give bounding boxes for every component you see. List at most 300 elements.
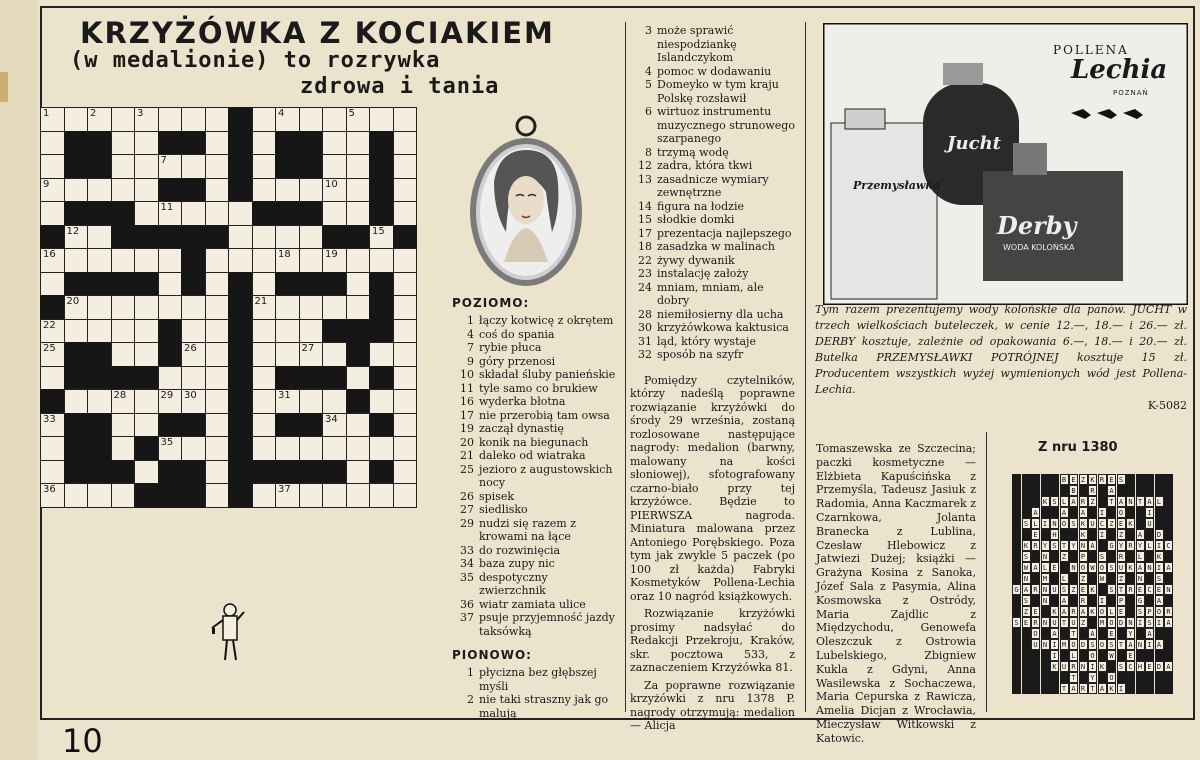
crossword-cell[interactable]	[158, 248, 183, 273]
crossword-cell[interactable]	[158, 272, 183, 297]
crossword-cell[interactable]	[158, 366, 183, 391]
solution-letter-cell: S	[1050, 496, 1059, 507]
black-cell	[87, 154, 112, 179]
crossword-cell[interactable]	[322, 413, 347, 438]
crossword-cell[interactable]	[181, 154, 206, 179]
crossword-cell[interactable]	[299, 342, 324, 367]
brand-city: POZNAŃ	[1113, 89, 1149, 97]
crossword-cell[interactable]	[158, 107, 183, 132]
solution-letter-cell: S	[1107, 639, 1116, 650]
crossword-cell[interactable]	[346, 178, 371, 203]
crossword-cell[interactable]	[346, 483, 371, 508]
crossword-cell[interactable]	[322, 201, 347, 226]
solution-letter-cell: N	[1126, 496, 1135, 507]
crossword-cell[interactable]	[275, 248, 300, 273]
black-cell	[111, 225, 136, 250]
solution-black-cell	[1164, 551, 1173, 562]
cell-number: 27	[301, 343, 315, 354]
crossword-cell[interactable]	[181, 295, 206, 320]
solution-black-cell	[1145, 672, 1154, 683]
crossword-cell[interactable]	[322, 154, 347, 179]
solution-black-cell	[1098, 496, 1107, 507]
pionowo-clue	[630, 281, 795, 308]
crossword-cell[interactable]	[252, 483, 277, 508]
crossword-cell[interactable]	[322, 131, 347, 156]
crossword-cell[interactable]	[252, 366, 277, 391]
crossword-cell[interactable]	[64, 483, 89, 508]
clue-number: 1	[467, 314, 474, 327]
crossword-cell[interactable]	[134, 178, 159, 203]
crossword-cell[interactable]	[205, 413, 230, 438]
crossword-cell[interactable]	[393, 201, 418, 226]
crossword-cell[interactable]	[87, 248, 112, 273]
crossword-cell[interactable]	[158, 295, 183, 320]
crossword-cell[interactable]	[228, 248, 253, 273]
black-cell	[228, 107, 253, 132]
solution-letter-cell: N	[1022, 573, 1031, 584]
solution-black-cell	[1041, 683, 1050, 694]
poziomo-clue	[452, 341, 617, 355]
crossword-cell[interactable]	[393, 366, 418, 391]
crossword-cell[interactable]	[299, 225, 324, 250]
solution-black-cell	[1098, 584, 1107, 595]
crossword-cell[interactable]	[346, 413, 371, 438]
crossword-cell[interactable]	[205, 366, 230, 391]
crossword-cell[interactable]	[322, 483, 347, 508]
crossword-cell[interactable]	[64, 319, 89, 344]
black-cell	[393, 225, 418, 250]
solution-black-cell	[1164, 485, 1173, 496]
crossword-cell[interactable]	[40, 319, 65, 344]
crossword-cell[interactable]	[228, 201, 253, 226]
crossword-cell[interactable]	[322, 295, 347, 320]
crossword-cell[interactable]	[134, 413, 159, 438]
black-cell	[64, 131, 89, 156]
crossword-cell[interactable]	[87, 483, 112, 508]
crossword-cell[interactable]	[369, 248, 394, 273]
solution-black-cell	[1164, 628, 1173, 639]
crossword-cell[interactable]	[393, 413, 418, 438]
crossword-cell[interactable]	[64, 178, 89, 203]
crossword-cell[interactable]	[299, 319, 324, 344]
crossword-cell[interactable]	[346, 131, 371, 156]
crossword-cell[interactable]	[134, 389, 159, 414]
crossword-cell[interactable]	[346, 460, 371, 485]
crossword-cell[interactable]	[393, 107, 418, 132]
crossword-cell[interactable]	[205, 178, 230, 203]
crossword-cell[interactable]	[252, 272, 277, 297]
solution-letter-cell: A	[1088, 628, 1097, 639]
crossword-cell[interactable]	[205, 342, 230, 367]
solution-letter-cell: S	[1107, 562, 1116, 573]
crossword-cell[interactable]	[205, 131, 230, 156]
crossword-cell[interactable]	[346, 366, 371, 391]
crossword-cell[interactable]	[346, 201, 371, 226]
cell-number: 11	[160, 202, 174, 213]
crossword-cell[interactable]	[346, 272, 371, 297]
left-margin	[0, 0, 38, 760]
crossword-cell[interactable]	[134, 342, 159, 367]
column-divider-winners	[986, 432, 987, 712]
crossword-cell[interactable]	[111, 107, 136, 132]
crossword-cell[interactable]	[111, 342, 136, 367]
clue-text: żywy dywanik	[657, 253, 735, 267]
crossword-cell[interactable]	[40, 483, 65, 508]
crossword-cell[interactable]	[87, 107, 112, 132]
solution-letter-cell: A	[1060, 595, 1069, 606]
crossword-cell[interactable]	[40, 436, 65, 461]
crossword-cell[interactable]	[111, 413, 136, 438]
crossword-cell[interactable]	[393, 460, 418, 485]
crossword-cell[interactable]	[205, 389, 230, 414]
black-cell	[369, 201, 394, 226]
crossword-cell[interactable]	[393, 295, 418, 320]
solution-letter-cell: M	[1041, 573, 1050, 584]
crossword-cell[interactable]	[111, 178, 136, 203]
solution-letter-cell: Z	[1079, 617, 1088, 628]
clue-number: 35	[460, 570, 474, 584]
solution-black-cell	[1022, 529, 1031, 540]
solution-black-cell	[1069, 507, 1078, 518]
black-cell	[369, 272, 394, 297]
crossword-cell[interactable]	[205, 272, 230, 297]
clue-text: spisek	[479, 489, 515, 503]
crossword-cell[interactable]	[346, 154, 371, 179]
crossword-cell[interactable]	[205, 436, 230, 461]
black-cell	[134, 225, 159, 250]
clue-text: wyderka błotna	[479, 395, 566, 408]
poziomo-list	[452, 314, 617, 638]
crossword-cell[interactable]	[111, 154, 136, 179]
crossword-cell[interactable]	[393, 272, 418, 297]
solution-black-cell	[1060, 650, 1069, 661]
solution-black-cell	[1022, 672, 1031, 683]
solution-letter-cell: S	[1012, 617, 1021, 628]
black-cell	[64, 272, 89, 297]
crossword-cell[interactable]	[64, 248, 89, 273]
crossword-cell[interactable]	[322, 389, 347, 414]
solution-letter-cell: H	[1050, 529, 1059, 540]
crossword-cell[interactable]	[393, 389, 418, 414]
clue-text: sposób na szyfr	[657, 348, 744, 361]
crossword-cell[interactable]	[252, 436, 277, 461]
solution-letter-cell: A	[1155, 595, 1164, 606]
crossword-cell[interactable]	[369, 436, 394, 461]
crossword-cell[interactable]	[252, 178, 277, 203]
clue-number: 17	[460, 408, 474, 422]
crossword-cell[interactable]	[322, 178, 347, 203]
crossword-cell[interactable]	[205, 460, 230, 485]
solution-letter-cell: O	[1088, 650, 1097, 661]
solution-black-cell	[1031, 485, 1040, 496]
solution-letter-cell: L	[1136, 551, 1145, 562]
crossword-cell[interactable]	[64, 389, 89, 414]
crossword-cell[interactable]	[322, 248, 347, 273]
solution-black-cell	[1041, 672, 1050, 683]
pionowo-clue	[630, 335, 795, 349]
crossword-cell[interactable]	[252, 248, 277, 273]
solution-letter-cell: G	[1107, 540, 1116, 551]
crossword-cell[interactable]	[158, 389, 183, 414]
crossword-cell[interactable]	[134, 201, 159, 226]
crossword-cell[interactable]	[228, 225, 253, 250]
clue-number: 1	[467, 666, 474, 679]
title-line-2: (w medalionie) to rozrywka	[70, 48, 441, 73]
pionowo-clue	[630, 173, 795, 200]
crossword-cell[interactable]	[252, 319, 277, 344]
crossword-cell[interactable]	[275, 342, 300, 367]
cell-number: 5	[348, 108, 355, 119]
crossword-cell[interactable]	[322, 436, 347, 461]
poziomo-clue	[452, 355, 617, 369]
crossword-cell[interactable]	[205, 483, 230, 508]
solution-letter-cell: N	[1041, 595, 1050, 606]
black-cell	[252, 460, 277, 485]
crossword-cell[interactable]	[134, 460, 159, 485]
crossword-cell[interactable]	[346, 107, 371, 132]
crossword-cell[interactable]	[275, 389, 300, 414]
crossword-cell[interactable]	[369, 342, 394, 367]
solution-letter-cell: A	[1107, 485, 1116, 496]
solution-black-cell	[1041, 661, 1050, 672]
title-line-1: KRZYŻÓWKA Z KOCIAKIEM	[80, 16, 555, 50]
solution-black-cell	[1031, 496, 1040, 507]
solution-letter-cell: S	[1050, 540, 1059, 551]
solution-letter-cell: L	[1145, 540, 1154, 551]
solution-black-cell	[1164, 474, 1173, 485]
crossword-cell[interactable]	[111, 295, 136, 320]
solution-letter-cell: S	[1022, 551, 1031, 562]
crossword-cell[interactable]	[299, 436, 324, 461]
crossword-cell[interactable]	[252, 154, 277, 179]
crossword-cell[interactable]	[181, 201, 206, 226]
crossword-cell[interactable]	[252, 342, 277, 367]
crossword-cell[interactable]	[369, 225, 394, 250]
black-cell	[299, 131, 324, 156]
crossword-cell[interactable]	[134, 107, 159, 132]
crossword-cell[interactable]	[252, 389, 277, 414]
pionowo-clue	[630, 65, 795, 79]
crossword-cell[interactable]	[111, 389, 136, 414]
solution-letter-cell: R	[1079, 496, 1088, 507]
crossword-cell[interactable]	[134, 319, 159, 344]
crossword-cell[interactable]	[87, 319, 112, 344]
black-cell	[228, 483, 253, 508]
crossword-cell[interactable]	[134, 248, 159, 273]
solution-letter-cell: I	[1098, 595, 1107, 606]
crossword-cell[interactable]	[111, 483, 136, 508]
crossword-cell[interactable]	[111, 248, 136, 273]
solution-letter-cell: T	[1107, 496, 1116, 507]
crossword-cell[interactable]	[87, 295, 112, 320]
crossword-cell[interactable]	[134, 131, 159, 156]
crossword-cell[interactable]	[299, 483, 324, 508]
crossword-cell[interactable]	[346, 295, 371, 320]
crossword-cell[interactable]	[252, 131, 277, 156]
crossword-cell[interactable]	[275, 436, 300, 461]
crossword-cell[interactable]	[64, 107, 89, 132]
cell-number: 25	[43, 343, 56, 354]
column-divider-right	[805, 22, 806, 712]
crossword-cell[interactable]	[299, 178, 324, 203]
crossword-cell[interactable]	[111, 131, 136, 156]
black-cell	[181, 272, 206, 297]
crossword-cell[interactable]	[40, 342, 65, 367]
solution-black-cell	[1088, 507, 1097, 518]
crossword-cell[interactable]	[252, 295, 277, 320]
crossword-cell[interactable]	[181, 107, 206, 132]
clue-number: 6	[645, 105, 652, 118]
solution-black-cell	[1155, 650, 1164, 661]
solution-letter-cell: I	[1155, 540, 1164, 551]
crossword-cell[interactable]	[181, 319, 206, 344]
crossword-cell[interactable]	[134, 154, 159, 179]
crossword-cell[interactable]	[393, 436, 418, 461]
clue-text: łączy kotwicę z okrętem	[479, 314, 614, 327]
black-cell	[299, 201, 324, 226]
solution-letter-cell: Y	[1117, 540, 1126, 551]
solution-letter-cell: U	[1117, 562, 1126, 573]
solution-black-cell	[1012, 496, 1021, 507]
pollena-lechia-advert	[823, 23, 1188, 305]
announcement-paragraph-2: Rozwiązanie krzyżówki prosimy nadsyłać do Redakcji Przekroju, Kraków, skr. pocztowa 533, z zaznaczeniem Krzyżówka 81.	[630, 607, 795, 674]
crossword-cell[interactable]	[40, 201, 65, 226]
crossword-cell[interactable]	[87, 225, 112, 250]
solution-black-cell	[1164, 529, 1173, 540]
crossword-cell[interactable]	[40, 366, 65, 391]
crossword-cell[interactable]	[181, 342, 206, 367]
clue-number: 36	[460, 597, 474, 611]
crossword-cell[interactable]	[158, 201, 183, 226]
crossword-cell[interactable]	[393, 131, 418, 156]
crossword-cell[interactable]	[393, 342, 418, 367]
crossword-cell[interactable]	[205, 154, 230, 179]
solution-letter-cell: N	[1126, 617, 1135, 628]
black-cell	[275, 460, 300, 485]
crossword-cell[interactable]	[275, 319, 300, 344]
solution-letter-cell: Z	[1079, 474, 1088, 485]
crossword-cell[interactable]	[299, 389, 324, 414]
crossword-cell[interactable]	[369, 389, 394, 414]
solution-letter-cell: W	[1107, 650, 1116, 661]
black-cell	[346, 225, 371, 250]
black-cell	[158, 131, 183, 156]
medallion-image	[464, 112, 588, 292]
solution-black-cell	[1107, 529, 1116, 540]
crossword-cell[interactable]	[252, 413, 277, 438]
crossword-cell[interactable]	[299, 248, 324, 273]
crossword-cell[interactable]	[393, 319, 418, 344]
crossword-cell[interactable]	[322, 342, 347, 367]
black-cell	[299, 272, 324, 297]
crossword-cell[interactable]	[369, 483, 394, 508]
solution-letter-cell: N	[1079, 661, 1088, 672]
crossword-cell[interactable]	[87, 178, 112, 203]
poziomo-clue	[452, 449, 617, 463]
crossword-cell[interactable]	[64, 225, 89, 250]
crossword-cell[interactable]	[252, 107, 277, 132]
crossword-cell[interactable]	[111, 319, 136, 344]
crossword-cell[interactable]	[205, 319, 230, 344]
crossword-cell[interactable]	[299, 295, 324, 320]
solution-letter-cell: I	[1155, 562, 1164, 573]
crossword-cell[interactable]	[369, 107, 394, 132]
winners-list: Tomaszewska ze Szczecina; paczki kosmetyczne — Elżbieta Kapuścińska z Przemyśla, Tadeusz Jasiuk z Radomia, Anna Kaczmarek z Czarnkowa, Jolanta Branecka z Lublina, Czesław Hlebowicz z Jatwiezi Dużej; książki — Grażyna Kosina z Sanoka, Józef Sala z Pasymia, Alina Kosmowska z Ostródy, Maria Zajdlic z Międzychodu, Genowefa Oleszczuk z Ostrowia Lubelskiego, Zbigniew Kukla z Gdyni, Anna Wasilewska z Sochaczewa, Maria Cepurska z Rawicza, Amelia Dicjan z Wrocławia, Mieczysław Witkowski z Katowic.	[816, 442, 976, 745]
poziomo-clue	[452, 463, 617, 490]
crossword-cell[interactable]	[40, 413, 65, 438]
crossword-cell[interactable]	[299, 107, 324, 132]
crossword-cell[interactable]	[40, 154, 65, 179]
crossword-cell[interactable]	[275, 107, 300, 132]
crossword-cell[interactable]	[205, 107, 230, 132]
solution-letter-cell: U	[1050, 584, 1059, 595]
poziomo-clue	[452, 328, 617, 342]
crossword-cell[interactable]	[275, 483, 300, 508]
crossword-cell[interactable]	[40, 178, 65, 203]
poziomo-clue	[452, 503, 617, 517]
solution-letter-cell: O	[1069, 639, 1078, 650]
crossword-cell[interactable]	[275, 178, 300, 203]
crossword-cell[interactable]	[275, 225, 300, 250]
solution-black-cell	[1012, 518, 1021, 529]
crossword-cell[interactable]	[252, 225, 277, 250]
crossword-cell[interactable]	[40, 248, 65, 273]
crossword-cell[interactable]	[393, 154, 418, 179]
crossword-cell[interactable]	[346, 436, 371, 461]
solution-black-cell	[1012, 606, 1021, 617]
crossword-cell[interactable]	[205, 248, 230, 273]
clue-number: 24	[638, 280, 652, 294]
crossword-cell[interactable]	[40, 460, 65, 485]
solution-letter-cell: A	[1022, 584, 1031, 595]
black-cell	[346, 319, 371, 344]
crossword-cell[interactable]	[40, 131, 65, 156]
crossword-cell[interactable]	[393, 248, 418, 273]
solution-black-cell	[1155, 485, 1164, 496]
solution-black-cell	[1060, 562, 1069, 573]
solution-letter-cell: A	[1079, 606, 1088, 617]
solution-letter-cell: G	[1012, 584, 1021, 595]
crossword-cell[interactable]	[134, 295, 159, 320]
solution-letter-cell: S	[1022, 595, 1031, 606]
crossword-cell[interactable]	[158, 436, 183, 461]
clue-text: siedlisko	[479, 503, 528, 516]
crossword-cell[interactable]	[275, 295, 300, 320]
clue-text: może sprawić niespodziankę Islandczykom	[657, 24, 737, 64]
solution-black-cell	[1012, 683, 1021, 694]
crossword-cell[interactable]	[393, 178, 418, 203]
crossword-cell[interactable]	[111, 436, 136, 461]
crossword-cell[interactable]	[205, 201, 230, 226]
crossword-cell[interactable]	[346, 248, 371, 273]
solution-letter-cell: Z	[1088, 496, 1097, 507]
black-cell	[181, 131, 206, 156]
crossword-cell[interactable]	[181, 436, 206, 461]
crossword-cell[interactable]	[181, 389, 206, 414]
crossword-cell[interactable]	[87, 389, 112, 414]
solution-letter-cell: I	[1145, 639, 1154, 650]
clue-number: 12	[638, 159, 652, 172]
crossword-cell[interactable]	[158, 154, 183, 179]
crossword-cell[interactable]	[322, 107, 347, 132]
crossword-cell[interactable]	[40, 107, 65, 132]
clue-text: psuje przyjemność jazdy taksówką	[479, 611, 615, 638]
crossword-cell[interactable]	[205, 295, 230, 320]
crossword-cell[interactable]	[40, 272, 65, 297]
crossword-cell[interactable]	[181, 366, 206, 391]
crossword-cell[interactable]	[64, 295, 89, 320]
crossword-cell[interactable]	[393, 483, 418, 508]
